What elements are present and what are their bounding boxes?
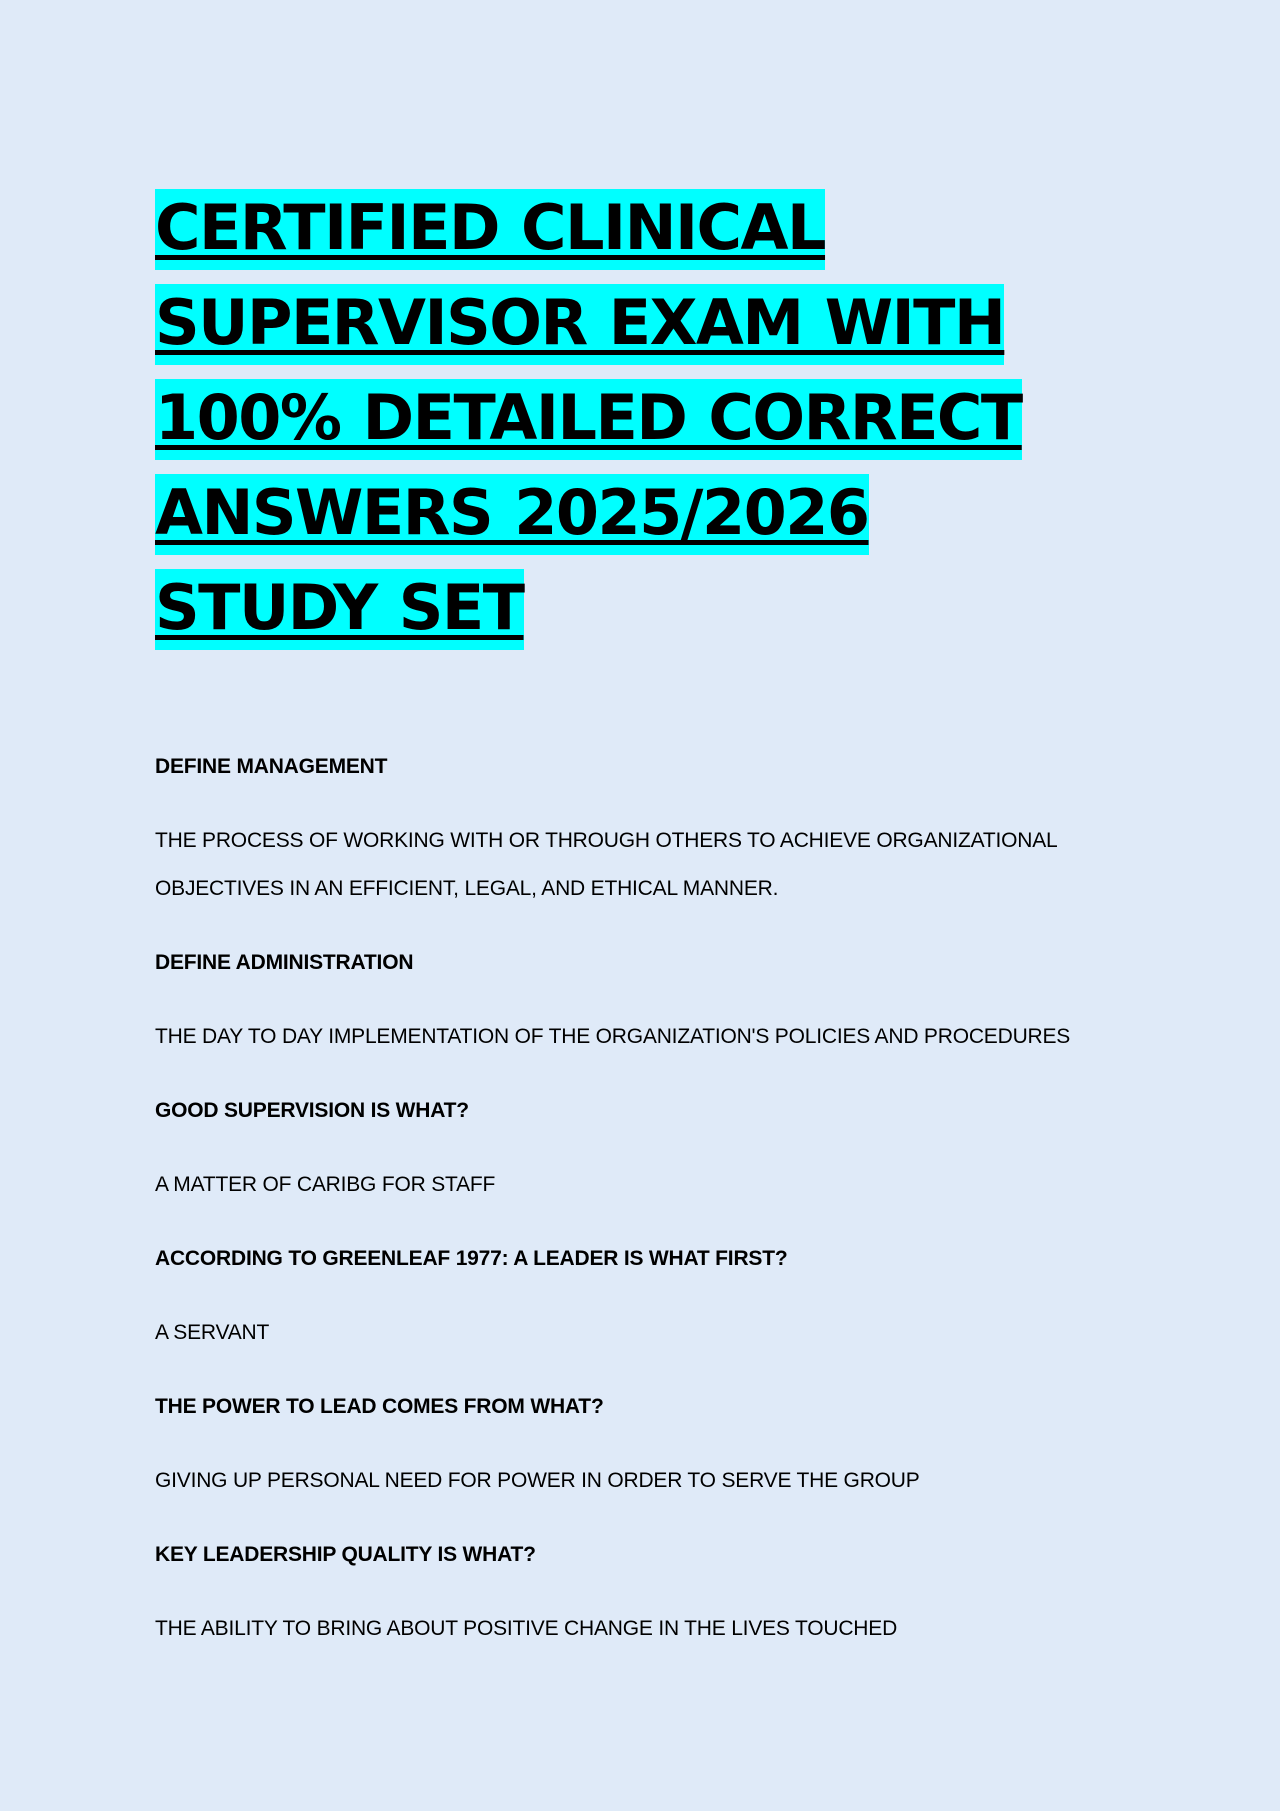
qa-item [155, 949, 1155, 1061]
answer-text: THE ABILITY TO BRING ABOUT POSITIVE CHANGE IN THE LIVES TOUCHED [155, 1617, 898, 1640]
answer-text: THE PROCESS OF WORKING WITH OR THROUGH OTHERS TO ACHIEVE ORGANIZATIONAL OBJECTIVES IN AN EFFICIENT, LEGAL, AND ETHICAL MANNER. [155, 829, 1057, 900]
answer-text: A SERVANT [155, 1321, 270, 1344]
qa-list [155, 753, 1155, 1653]
answer-text: THE DAY TO DAY IMPLEMENTATION OF THE ORGANIZATION'S POLICIES AND PROCEDURES [155, 1025, 1071, 1048]
question-text: THE POWER TO LEAD COMES FROM WHAT? [155, 1395, 604, 1418]
answer-text: A MATTER OF CARIBG FOR STAFF [155, 1173, 496, 1196]
answer-text: GIVING UP PERSONAL NEED FOR POWER IN ORDER TO SERVE THE GROUP [155, 1469, 920, 1492]
question-text: DEFINE ADMINISTRATION [155, 951, 414, 974]
question-text: KEY LEADERSHIP QUALITY IS WHAT? [155, 1543, 536, 1566]
qa-item [155, 1245, 1155, 1357]
qa-item [155, 753, 1155, 913]
qa-item [155, 1393, 1155, 1505]
question-text: ACCORDING TO GREENLEAF 1977: A LEADER IS WHAT FIRST? [155, 1247, 788, 1270]
qa-item [155, 1097, 1155, 1209]
question-text: GOOD SUPERVISION IS WHAT? [155, 1099, 469, 1122]
document-page [155, 180, 1155, 1689]
document-title: CERTIFIED CLINICAL SUPERVISOR EXAM WITH 100% DETAILED CORRECT ANSWERS 2025/2026 STUDY SET [155, 189, 1022, 650]
document-title-block [155, 180, 1085, 655]
question-text: DEFINE MANAGEMENT [155, 755, 388, 778]
qa-item [155, 1541, 1155, 1653]
